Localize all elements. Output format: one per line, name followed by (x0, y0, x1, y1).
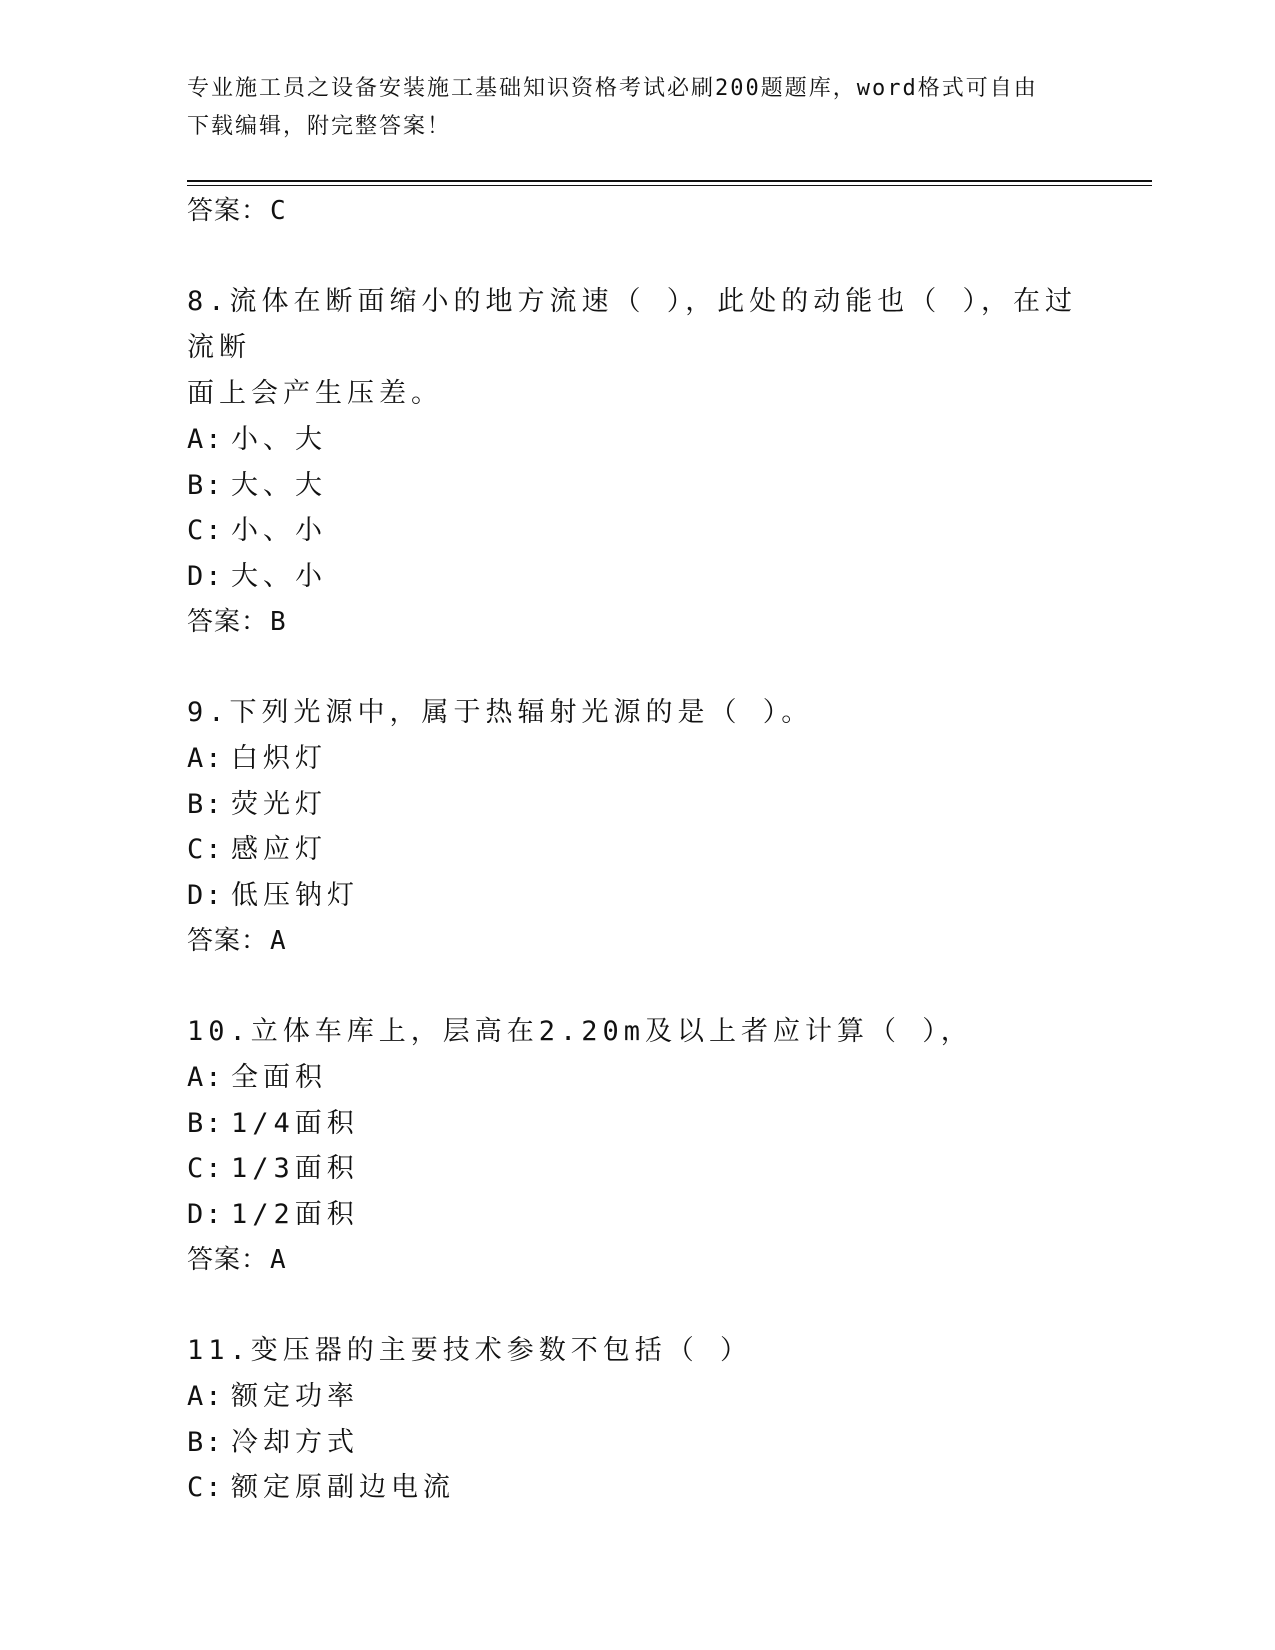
answer-value: C (270, 196, 287, 226)
option-letter: A: (187, 424, 224, 455)
option-text: 小、大 (231, 424, 327, 455)
answer-line (187, 1237, 1087, 1283)
question-9 (187, 690, 1087, 964)
option-a (187, 1374, 1087, 1420)
option-letter: A: (187, 1381, 224, 1412)
header-divider-thin (187, 185, 1152, 186)
option-c (187, 1465, 1087, 1511)
answer-label: 答案： (187, 926, 269, 956)
option-c (187, 1146, 1087, 1192)
option-text: 低压钠灯 (231, 879, 359, 911)
option-letter: C: (187, 834, 224, 865)
answer-value: A (270, 926, 287, 956)
option-text: 大、小 (231, 560, 327, 592)
question-text: 10.立体车库上，层高在2.20m及以上者应计算（ ）， (187, 1016, 973, 1047)
answer-label: 答案： (187, 196, 269, 226)
header-line-1: 专业施工员之设备安装施工基础知识资格考试必刷200题题库，word格式可自由 (187, 76, 1038, 101)
option-letter: B: (187, 1426, 224, 1458)
question-11 (187, 1328, 1087, 1511)
option-text: 1/2面积 (231, 1198, 359, 1230)
option-letter: C: (187, 1472, 224, 1503)
option-letter: D: (187, 560, 224, 592)
option-text: 白炽灯 (231, 743, 327, 774)
header-line-2: 下载编辑，附完整答案！ (187, 114, 452, 139)
option-letter: B: (187, 1107, 224, 1139)
spacer (187, 645, 1087, 690)
option-b (187, 1101, 1087, 1147)
question-text: 8.流体在断面缩小的地方流速（ ），此处的动能也（ ），在过流断 (187, 286, 1078, 363)
option-text: 1/4面积 (231, 1107, 359, 1139)
option-letter: A: (187, 1062, 224, 1093)
answer-label: 答案： (187, 1245, 269, 1275)
option-a (187, 1055, 1087, 1101)
spacer (187, 234, 1087, 279)
document-header (187, 70, 1087, 146)
option-text: 荧光灯 (231, 788, 327, 820)
option-b (187, 463, 1087, 509)
question-10 (187, 1009, 1087, 1283)
option-letter: D: (187, 1198, 224, 1230)
option-text: 大、大 (231, 469, 327, 501)
option-a (187, 736, 1087, 782)
question-8 (187, 279, 1087, 645)
option-letter: C: (187, 515, 224, 546)
answer-value: A (270, 1245, 287, 1275)
option-d (187, 873, 1087, 919)
option-letter: B: (187, 469, 224, 501)
answer-value: B (270, 607, 287, 637)
option-text: 额定功率 (231, 1381, 359, 1412)
answer-line (187, 599, 1087, 645)
option-d (187, 554, 1087, 600)
option-text: 额定原副边电流 (231, 1472, 455, 1503)
question-text: 11.变压器的主要技术参数不包括（ ） (187, 1335, 753, 1366)
option-text: 小、小 (231, 515, 327, 546)
option-c (187, 827, 1087, 873)
spacer (187, 964, 1087, 1009)
question-text: 面上会产生压差。 (187, 378, 443, 409)
option-letter: D: (187, 879, 224, 911)
header-divider (187, 180, 1152, 182)
option-letter: C: (187, 1153, 224, 1184)
spacer (187, 1283, 1087, 1328)
option-a (187, 417, 1087, 463)
answer-line (187, 918, 1087, 964)
question-text: 9.下列光源中，属于热辐射光源的是（ ）。 (187, 697, 814, 728)
question-list (187, 188, 1087, 1511)
answer-line (187, 188, 1087, 234)
option-text: 1/3面积 (231, 1153, 359, 1184)
option-c (187, 508, 1087, 554)
option-text: 感应灯 (231, 834, 327, 865)
answer-label: 答案： (187, 607, 269, 637)
option-b (187, 782, 1087, 828)
option-text: 全面积 (231, 1062, 327, 1093)
option-text: 冷却方式 (231, 1426, 359, 1458)
option-b (187, 1420, 1087, 1466)
option-d (187, 1192, 1087, 1238)
option-letter: A: (187, 743, 224, 774)
option-letter: B: (187, 788, 224, 820)
